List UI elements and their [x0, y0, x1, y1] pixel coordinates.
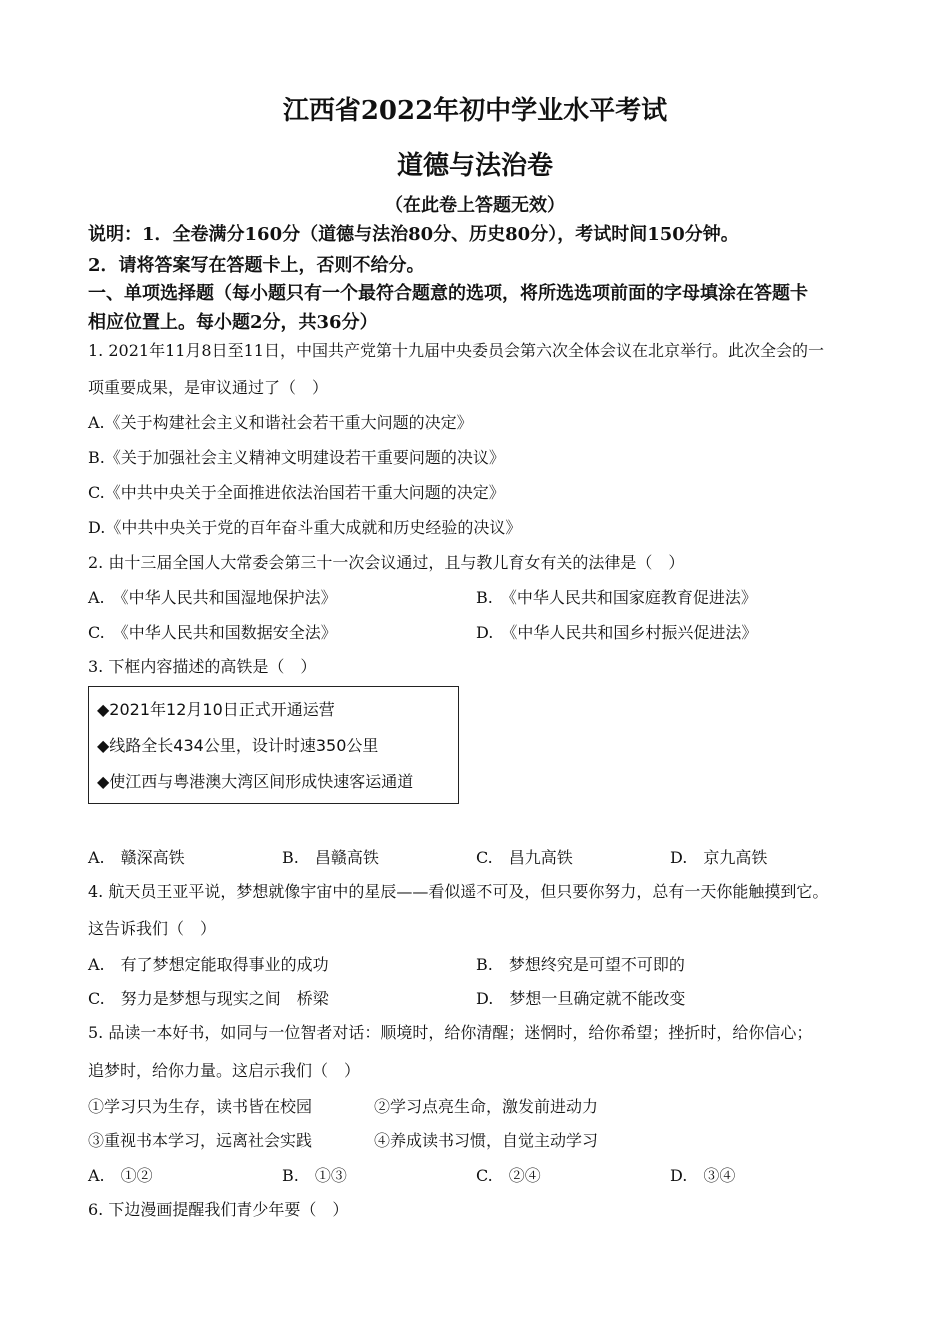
question-2-option-c: C. 《中华人民共和国数据安全法》 [88, 623, 337, 642]
question-4-option-c: C. 努力是梦想与现实之间 桥梁 [88, 989, 329, 1008]
notice: （在此卷上答题无效） [385, 195, 565, 216]
question-5-statement-1: ①学习只为生存，读书皆在校园 [88, 1097, 313, 1116]
question-4-stem-line-2: 这告诉我们（ ） [88, 919, 217, 938]
question-1-stem-line-2: 项重要成果，是审议通过了（ ） [88, 378, 329, 397]
section-heading-line-1: 一、单项选择题（每小题只有一个最符合题意的选项，将所选选项前面的字母填涂在答题卡 [88, 283, 808, 304]
question-3-option-a: A. 赣深高铁 [88, 848, 185, 867]
question-2-option-b: B. 《中华人民共和国家庭教育促进法》 [476, 588, 757, 607]
question-5-option-d: D. ③④ [670, 1166, 736, 1185]
exam-title: 江西省2022年初中学业水平考试 [282, 96, 668, 126]
question-5-stem-line-1: 5. 品读一本好书，如同与一位智者对话：顺境时，给你清醒；迷惘时，给你希望；挫折时，给你信心； [88, 1023, 813, 1042]
question-3-stem: 3. 下框内容描述的高铁是（ ） [88, 657, 317, 676]
subject-title: 道德与法治卷 [396, 151, 553, 181]
question-4-option-b: B. 梦想终究是可望不可即的 [476, 955, 685, 974]
question-5-statement-3: ③重视书本学习，远离社会实践 [88, 1131, 313, 1150]
info-box-line-3: ◆使江西与粤港澳大湾区间形成快速客运通道 [97, 772, 414, 791]
question-5-option-b: B. ①③ [282, 1166, 347, 1185]
section-heading-line-2: 相应位置上。每小题2分，共36分） [88, 312, 378, 333]
question-2-option-d: D. 《中华人民共和国乡村振兴促进法》 [476, 623, 758, 642]
question-3-option-c: C. 昌九高铁 [476, 848, 573, 867]
question-1-option-a: A.《关于构建社会主义和谐社会若干重大问题的决定》 [88, 413, 473, 432]
question-4-option-a: A. 有了梦想定能取得事业的成功 [88, 955, 329, 974]
instructions-line-1: 说明：1．全卷满分160分（道德与法治80分、历史80分），考试时间150分钟。 [88, 224, 739, 245]
question-2-option-a: A. 《中华人民共和国湿地保护法》 [88, 588, 337, 607]
info-box-line-2: ◆线路全长434公里，设计时速350公里 [97, 736, 379, 755]
instructions-line-2: 2．请将答案写在答题卡上，否则不给分。 [88, 255, 425, 276]
question-1-option-c: C.《中共中央关于全面推进依法治国若干重大问题的决定》 [88, 483, 505, 502]
question-5-option-a: A. ①② [88, 1166, 153, 1185]
question-3-option-b: B. 昌赣高铁 [282, 848, 379, 867]
question-1-option-b: B.《关于加强社会主义精神文明建设若干重要问题的决议》 [88, 448, 505, 467]
question-1-option-d: D.《中共中央关于党的百年奋斗重大成就和历史经验的决议》 [88, 518, 522, 537]
question-3-info-box [88, 686, 459, 804]
question-1-stem-line-1: 1. 2021年11月8日至11日，中国共产党第十九届中央委员会第六次全体会议在北京举行。此次全会的一 [88, 341, 824, 360]
question-3-option-d: D. 京九高铁 [670, 848, 768, 867]
question-4-option-d: D. 梦想一旦确定就不能改变 [476, 989, 686, 1008]
question-4-stem-line-1: 4. 航天员王亚平说，梦想就像宇宙中的星辰——看似遥不可及，但只要你努力，总有一天你能触摸到它。 [88, 882, 829, 901]
question-2-stem: 2. 由十三届全国人大常委会第三十一次会议通过，且与教儿育女有关的法律是（ ） [88, 553, 685, 572]
question-5-statement-4: ④养成读书习惯，自觉主动学习 [374, 1131, 599, 1150]
question-6-stem: 6. 下边漫画提醒我们青少年要（ ） [88, 1200, 349, 1219]
question-5-stem-line-2: 追梦时，给你力量。这启示我们（ ） [88, 1061, 361, 1080]
question-5-option-c: C. ②④ [476, 1166, 541, 1185]
info-box-line-1: ◆2021年12月10日正式开通运营 [97, 700, 335, 719]
question-5-statement-2: ②学习点亮生命，激发前进动力 [374, 1097, 599, 1116]
